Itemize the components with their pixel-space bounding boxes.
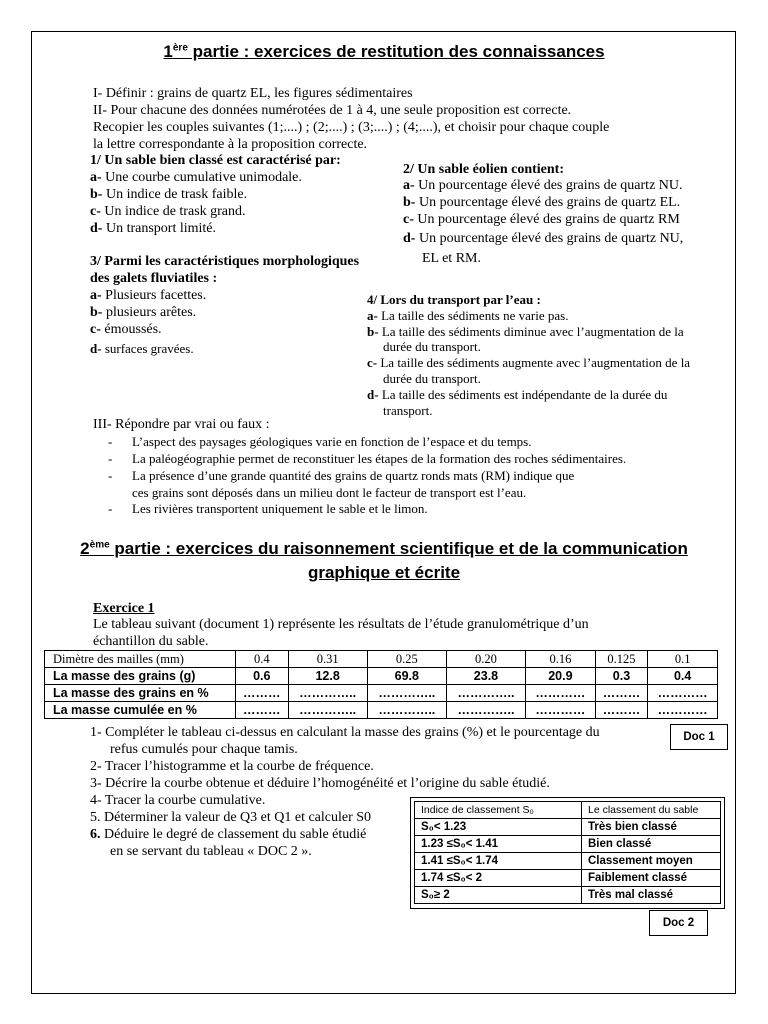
table-cell: ………….. — [288, 702, 367, 719]
table-cell: 23.8 — [446, 668, 525, 685]
table-header-row — [415, 802, 721, 819]
table-cell: 20.9 — [526, 668, 596, 685]
table-cell: 1.23 ≤S₀< 1.41 — [415, 836, 582, 853]
table-cell: 0.1 — [648, 651, 718, 668]
section-2-item-b: b- Un pourcentage élevé des grains de quartz EL. — [403, 195, 681, 210]
table-cell: Très mal classé — [582, 887, 721, 904]
table-row — [415, 819, 721, 836]
task-6-cont: en se servant du tableau « DOC 2 ». — [110, 844, 312, 859]
table-row — [45, 651, 718, 668]
row-label: La masse cumulée en % — [45, 702, 236, 719]
true-false-item-2: - La paléogéographie permet de reconstituer les étapes de la formation des roches sédimentaires. — [108, 451, 627, 466]
table-cell: ………….. — [288, 685, 367, 702]
table-cell: ………….. — [446, 702, 525, 719]
part2-title-line-1: 2ème partie : exercices du raisonnement scientifique et de la communication — [80, 539, 688, 558]
question-2-line-2: Recopier les couples suivantes (1;....) ; (2;....) ; (3;....) ; (4;....), et choisir pour chaque couple — [93, 120, 610, 135]
section-2-item-d: d- Un pourcentage élevé des grains de quartz NU, — [403, 231, 684, 246]
table-cell: ………… — [648, 702, 718, 719]
table-cell: ………….. — [446, 685, 525, 702]
table-cell: Bien classé — [582, 836, 721, 853]
question-2-line-3: la lettre correspondante à la proposition correcte. — [93, 137, 368, 152]
true-false-item-4: - Les rivières transportent uniquement le sable et le limon. — [108, 501, 428, 516]
task-5: 5. Déterminer la valeur de Q3 et Q1 et calculer S0 — [90, 810, 372, 825]
granulometry-table — [44, 650, 718, 719]
row-label: La masse des grains (g) — [45, 668, 236, 685]
section-4-item-c-cont: durée du transport. — [383, 371, 481, 386]
row-label: Dimètre des mailles (mm) — [45, 651, 236, 668]
table-row — [415, 853, 721, 870]
section-4-item-d: d- La taille des sédiments est indépendante de la durée du — [367, 387, 668, 402]
table-cell: ………….. — [367, 702, 446, 719]
exercise-1-intro-line-2: échantillon du sable. — [93, 634, 209, 649]
table-cell: 69.8 — [367, 668, 446, 685]
table-cell: Faiblement classé — [582, 870, 721, 887]
section-3-item-c: c- émoussés. — [90, 322, 162, 337]
table-cell: ……… — [595, 702, 648, 719]
section-3-item-d: d- surfaces gravées. — [90, 341, 194, 356]
section-1-title: 1/ Un sable bien classé est caractérisé par: — [90, 153, 341, 168]
section-4-item-c: c- La taille des sédiments augmente avec l’augmentation de la — [367, 355, 691, 370]
question-3-title: III- Répondre par vrai ou faux : — [93, 417, 270, 432]
exercise-1-intro-line-1: Le tableau suivant (document 1) représente les résultats de l’étude granulométrique d’un — [93, 617, 589, 632]
table-cell: ……… — [595, 685, 648, 702]
table-row — [415, 887, 721, 904]
table-row — [45, 685, 718, 702]
section-4-item-b: b- La taille des sédiments diminue avec l’augmentation de la — [367, 324, 684, 339]
section-3-item-b: b- plusieurs arêtes. — [90, 305, 197, 320]
section-4-item-d-cont: transport. — [383, 403, 433, 418]
task-3: 3- Décrire la courbe obtenue et déduire l’homogénéité et l’origine du sable étudié. — [90, 776, 550, 791]
section-1-item-d: d- Un transport limité. — [90, 221, 216, 236]
section-1-item-a: a- Une courbe cumulative unimodale. — [90, 170, 302, 185]
table-cell: 1.41 ≤S₀< 1.74 — [415, 853, 582, 870]
section-1-item-b: b- Un indice de trask faible. — [90, 187, 248, 202]
table-cell: 0.16 — [526, 651, 596, 668]
table-cell: 0.6 — [236, 668, 289, 685]
table-cell: Très bien classé — [582, 819, 721, 836]
task-1: 1- Compléter le tableau ci-dessus en calculant la masse des grains (%) et le pourcentage du — [90, 725, 600, 740]
table-cell: ………… — [648, 685, 718, 702]
section-4-item-b-cont: durée du transport. — [383, 339, 481, 354]
doc-1-label: Doc 1 — [670, 724, 728, 750]
table-cell: 12.8 — [288, 668, 367, 685]
section-1-item-c: c- Un indice de trask grand. — [90, 204, 246, 219]
exercise-1-title: Exercice 1 — [93, 601, 155, 616]
true-false-item-3: - La présence d’une grande quantité des grains de quartz ronds mats (RM) indique que — [108, 468, 575, 483]
table-cell: 0.25 — [367, 651, 446, 668]
table-row — [415, 870, 721, 887]
question-2-line-1: II- Pour chacune des données numérotées de 1 à 4, une seule proposition est correcte. — [93, 103, 572, 118]
table-cell: ………… — [526, 685, 596, 702]
section-2-item-c: c- Un pourcentage élevé des grains de quartz RM — [403, 212, 680, 227]
part2-title-line-2: graphique et écrite — [307, 563, 461, 582]
part1-title: 1ère partie : exercices de restitution des connaissances — [163, 42, 605, 61]
table-cell: 0.125 — [595, 651, 648, 668]
task-4: 4- Tracer la courbe cumulative. — [90, 793, 266, 808]
table-cell: ……… — [236, 702, 289, 719]
section-3-title-line-2: des galets fluviatiles : — [90, 271, 218, 286]
section-4-title: 4/ Lors du transport par l’eau : — [367, 292, 541, 307]
section-3-title-line-1: 3/ Parmi les caractéristiques morphologiques — [90, 254, 360, 269]
section-4-item-a: a- La taille des sédiments ne varie pas. — [367, 308, 569, 323]
section-2-item-d-cont: EL et RM. — [422, 251, 481, 266]
question-1: I- Définir : grains de quartz EL, les figures sédimentaires — [93, 86, 413, 101]
table-cell: S₀< 1.23 — [415, 819, 582, 836]
doc-2-label: Doc 2 — [649, 910, 708, 936]
table-cell: Classement moyen — [582, 853, 721, 870]
table-row — [415, 836, 721, 853]
table-cell: 0.3 — [595, 668, 648, 685]
table-cell: S₀≥ 2 — [415, 887, 582, 904]
header-cell: Indice de classement S₀ — [415, 802, 582, 819]
classification-table — [414, 801, 721, 904]
task-6: 6. Déduire le degré de classement du sable étudié — [90, 827, 367, 842]
table-cell: ………….. — [367, 685, 446, 702]
table-cell: ………… — [526, 702, 596, 719]
header-cell: Le classement du sable — [582, 802, 721, 819]
section-2-title: 2/ Un sable éolien contient: — [403, 162, 564, 177]
table-cell: 0.20 — [446, 651, 525, 668]
section-2-item-a: a- Un pourcentage élevé des grains de quartz NU. — [403, 178, 683, 193]
table-cell: 0.4 — [648, 668, 718, 685]
task-1-cont: refus cumulés pour chaque tamis. — [110, 742, 298, 757]
true-false-item-3-cont: ces grains sont déposés dans un milieu dont le facteur de transport est l’eau. — [132, 485, 527, 500]
table-row — [45, 702, 718, 719]
table-cell: 0.31 — [288, 651, 367, 668]
true-false-item-1: - L’aspect des paysages géologiques varie en fonction de l’espace et du temps. — [108, 434, 532, 449]
table-cell: 1.74 ≤S₀< 2 — [415, 870, 582, 887]
section-3-item-a: a- Plusieurs facettes. — [90, 288, 207, 303]
table-cell: ……… — [236, 685, 289, 702]
row-label: La masse des grains en % — [45, 685, 236, 702]
table-row — [45, 668, 718, 685]
task-2: 2- Tracer l’histogramme et la courbe de fréquence. — [90, 759, 374, 774]
table-cell: 0.4 — [236, 651, 289, 668]
